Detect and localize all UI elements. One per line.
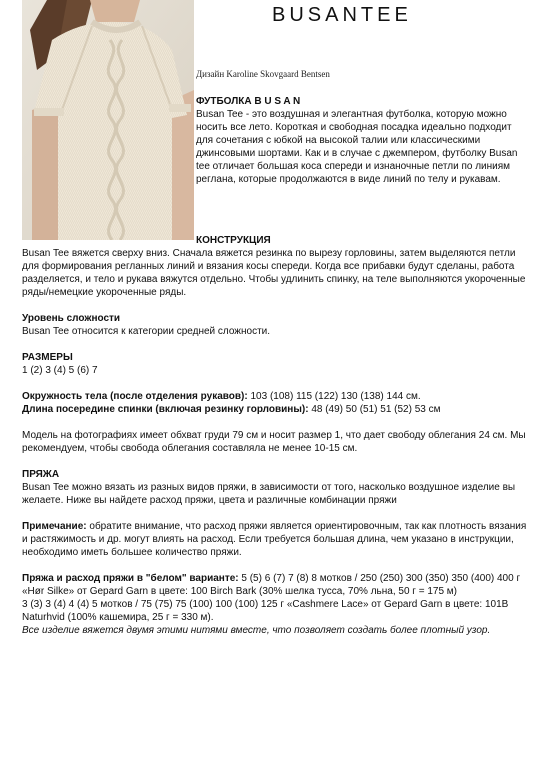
back-label: Длина посередине спинки (включая резинку горловины): (22, 404, 309, 415)
note-text: обратите внимание, что расход пряжи является ориентировочным, так как плотность вязания и растяжимость и др. могут влиять на расход. Если требуется большая длина, чем указано в инструкции, необходимо иметь большее количество пряжи. (22, 521, 527, 558)
sizes-text: 1 (2) 3 (4) 5 (6) 7 (22, 365, 98, 376)
yarn-usage-note-italic: Все изделие вяжется двумя этими нитями вместе, что позволяет создать более плотный узор. (22, 625, 491, 636)
chest-label: Окружность тела (после отделения рукавов): (22, 391, 248, 402)
back-measurement (22, 403, 528, 416)
yarn-usage-paragraph (22, 572, 528, 598)
designer-credit: Дизайн Karoline Skovgaard Bentsen (196, 69, 330, 79)
yarn-usage-note (22, 624, 528, 637)
back-value: 48 (49) 50 (51) 51 (52) 53 см (308, 404, 441, 415)
difficulty-text: Busan Tee относится к категории средней сложности. (22, 326, 271, 337)
chest-measurement (22, 390, 528, 403)
knitted-tee-image (22, 0, 194, 240)
intro-section (196, 95, 526, 186)
note-label: Примечание: (22, 521, 87, 532)
page-title: BUSANTEE (272, 4, 412, 26)
yarn-usage-text2: 3 (3) 3 (4) 4 (4) 5 мотков / 75 (75) 75 (100) 100 (100) 125 г «Cashmere Lace» от Gepard Garn в цвете: 101B Naturhvid (100% кашемира, 25 г = 330 м). (22, 599, 509, 623)
difficulty-heading: Уровень сложности (22, 313, 121, 324)
model-note: Модель на фотографиях имеет обхват груди 79 см и носит размер 1, что дает свободу облегания 24 см. Мы рекомендуем, чтобы свобода облегания составляла не менее 10-15 см. (22, 430, 526, 454)
product-photo (22, 0, 194, 240)
yarn-usage-label: Пряжа и расход пряжи в "белом" варианте: (22, 573, 239, 584)
note-paragraph (22, 520, 528, 559)
sizes-heading: РАЗМЕРЫ (22, 352, 73, 363)
intro-text: Busan Tee - это воздушная и элегантная футболка, которую можно носить все лето. Короткая и свободная посадка идеально подходит для сочетания с юбкой на высокой талии или классическими джинсовыми шортами. Как и в случае с джемпером, футболку Busan tee отличает большая коса спереди и изнаночные петли по линиям реглана, которые продолжаются в виде линий по телу и рукавам. (196, 109, 518, 185)
yarn-text: Busan Tee можно вязать из разных видов пряжи, в зависимости от того, насколько воздушное изделие вы желаете. Ниже вы найдете расход пряжи, цвета и различные комбинации пряжи (22, 482, 516, 506)
construction-text: Busan Tee вяжется сверху вниз. Сначала вяжется резинка по вырезу горловины, затем выделяются петли для формирования регланных линий и вязания косы спереди. Когда все прибавки будут сделаны, работа разделяется, и тело и рукава вяжутся отдельно. Чтобы удлинить спинку, на теле выполняются укороченные ряды/немецкие укороченные ряды. (22, 248, 526, 298)
main-content (22, 234, 528, 637)
intro-heading: ФУТБОЛКА B U S A N (196, 96, 301, 107)
construction-heading: КОНСТРУКЦИЯ (196, 235, 271, 246)
yarn-heading: ПРЯЖА (22, 469, 60, 480)
chest-value: 103 (108) 115 (122) 130 (138) 144 см. (247, 391, 421, 402)
yarn-usage-text1: 5 (5) 6 (7) 7 (8) 8 мотков / 250 (250) 300 (350) 350 (400) 400 г «Hør Silke» от Gepard Garn в цвете: 100 Birch Bark (30% шелка тусса, 70% льна, 50 г = 175 м) (22, 573, 521, 597)
